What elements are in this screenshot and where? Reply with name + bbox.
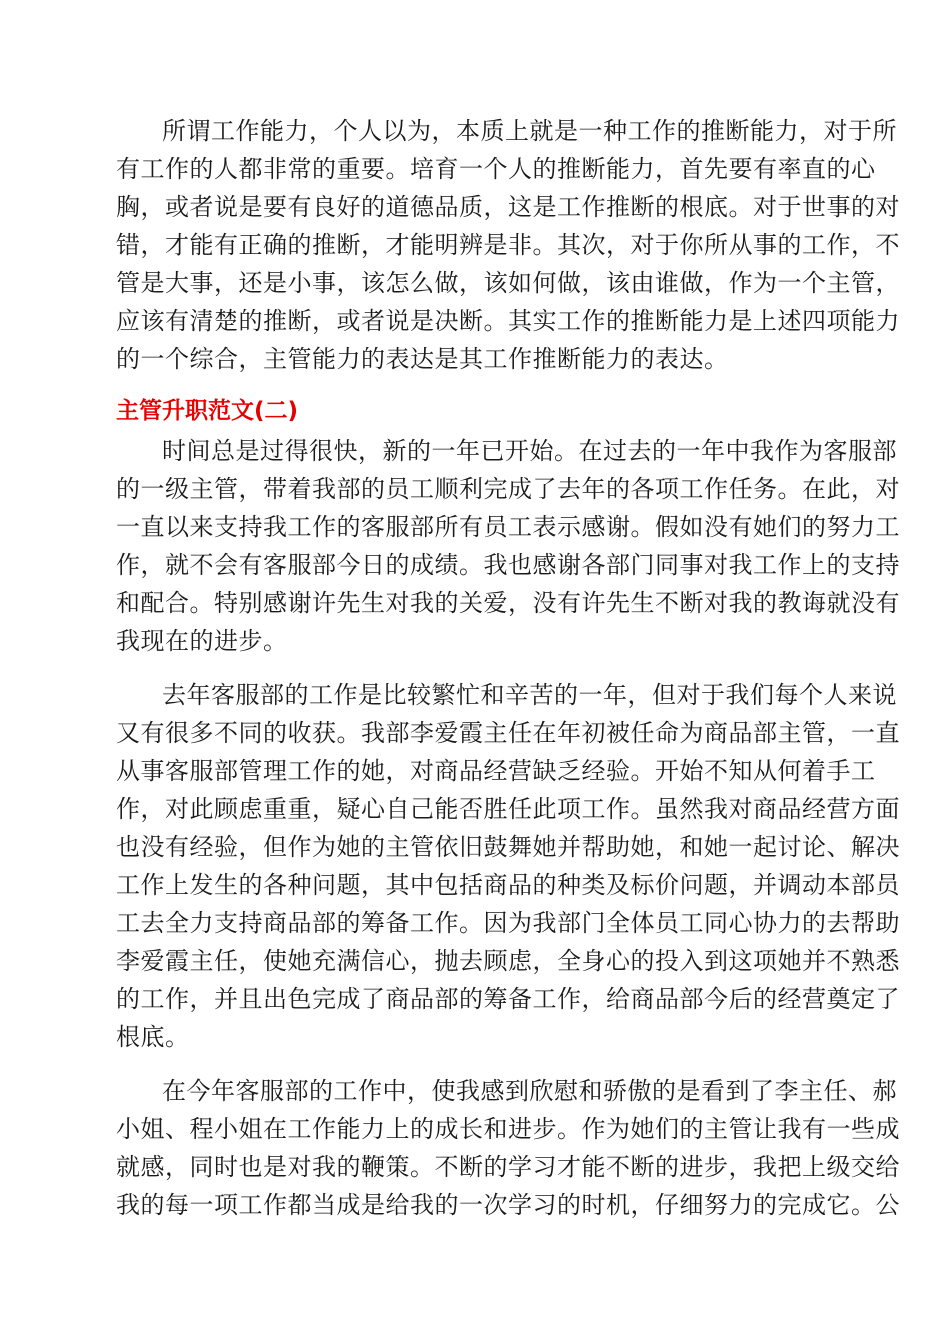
text-line: 工作上发生的各种问题，其中包括商品的种类及标价问题，并调动本部员 xyxy=(116,871,900,899)
text-line: 李爱霞主任，使她充满信心，抛去顾虑，全身心的投入到这项她并不熟悉 xyxy=(116,947,900,975)
text-line: 管是大事，还是小事，该怎么做，该如何做，该由谁做，作为一个主管， xyxy=(116,269,900,297)
text-line: 错，才能有正确的推断，才能明辨是非。其次，对于你所从事的工作，不 xyxy=(116,231,900,259)
text-line: 从事客服部管理工作的她，对商品经营缺乏经验。开始不知从何着手工 xyxy=(116,757,876,785)
text-line: 作，就不会有客服部今日的成绩。我也感谢各部门同事对我工作上的支持 xyxy=(116,551,900,579)
text-line: 在今年客服部的工作中，使我感到欣慰和骄傲的是看到了李主任、郝 xyxy=(162,1077,897,1105)
text-line: 根底。 xyxy=(116,1023,190,1051)
paragraph-this-year xyxy=(116,1072,900,1224)
text-line: 胸，或者说是要有良好的道德品质，这是工作推断的根底。对于世事的对 xyxy=(116,193,900,221)
text-line: 我现在的进步。 xyxy=(116,627,288,655)
text-line: 就感，同时也是对我的鞭策。不断的学习才能不断的进步，我把上级交给 xyxy=(116,1153,900,1181)
text-line: 一直以来支持我工作的客服部所有员工表示感谢。假如没有她们的努力工 xyxy=(116,513,900,541)
text-line: 应该有清楚的推断，或者说是决断。其实工作的推断能力是上述四项能力 xyxy=(116,307,900,335)
text-line: 和配合。特别感谢许先生对我的关爱，没有许先生不断对我的教诲就没有 xyxy=(116,589,900,617)
text-line: 又有很多不同的收获。我部李爱霞主任在年初被任命为商品部主管，一直 xyxy=(116,719,900,747)
text-line: 的一个综合，主管能力的表达是其工作推断能力的表达。 xyxy=(116,345,729,373)
text-line: 时间总是过得很快，新的一年已开始。在过去的一年中我作为客服部 xyxy=(162,437,897,465)
text-line: 去年客服部的工作是比较繁忙和辛苦的一年，但对于我们每个人来说 xyxy=(162,681,897,709)
text-line: 的工作，并且出色完成了商品部的筹备工作，给商品部今后的经营奠定了 xyxy=(116,985,900,1013)
text-line: 作，对此顾虑重重，疑心自己能否胜任此项工作。虽然我对商品经营方面 xyxy=(116,795,900,823)
paragraph-last-year xyxy=(116,676,900,1056)
text-line: 也没有经验，但作为她的主管依旧鼓舞她并帮助她，和她一起讨论、解决 xyxy=(116,833,900,861)
text-line: 的一级主管，带着我部的员工顺利完成了去年的各项工作任务。在此，对 xyxy=(116,475,900,503)
text-line: 我的每一项工作都当成是给我的一次学习的时机，仔细努力的完成它。公 xyxy=(116,1191,900,1219)
text-line: 有工作的人都非常的重要。培育一个人的推断能力，首先要有率直的心 xyxy=(116,155,876,183)
paragraph-work-ability xyxy=(116,112,900,378)
section-heading: 主管升职范文(二) xyxy=(116,398,299,424)
text-line: 所谓工作能力，个人以为，本质上就是一种工作的推断能力，对于所 xyxy=(162,117,897,145)
text-line: 工去全力支持商品部的筹备工作。因为我部门全体员工同心协力的去帮助 xyxy=(116,909,900,937)
paragraph-new-year xyxy=(116,432,900,660)
document-body xyxy=(116,112,900,1240)
text-line: 小姐、程小姐在工作能力上的成长和进步。作为她们的主管让我有一些成 xyxy=(116,1115,900,1143)
